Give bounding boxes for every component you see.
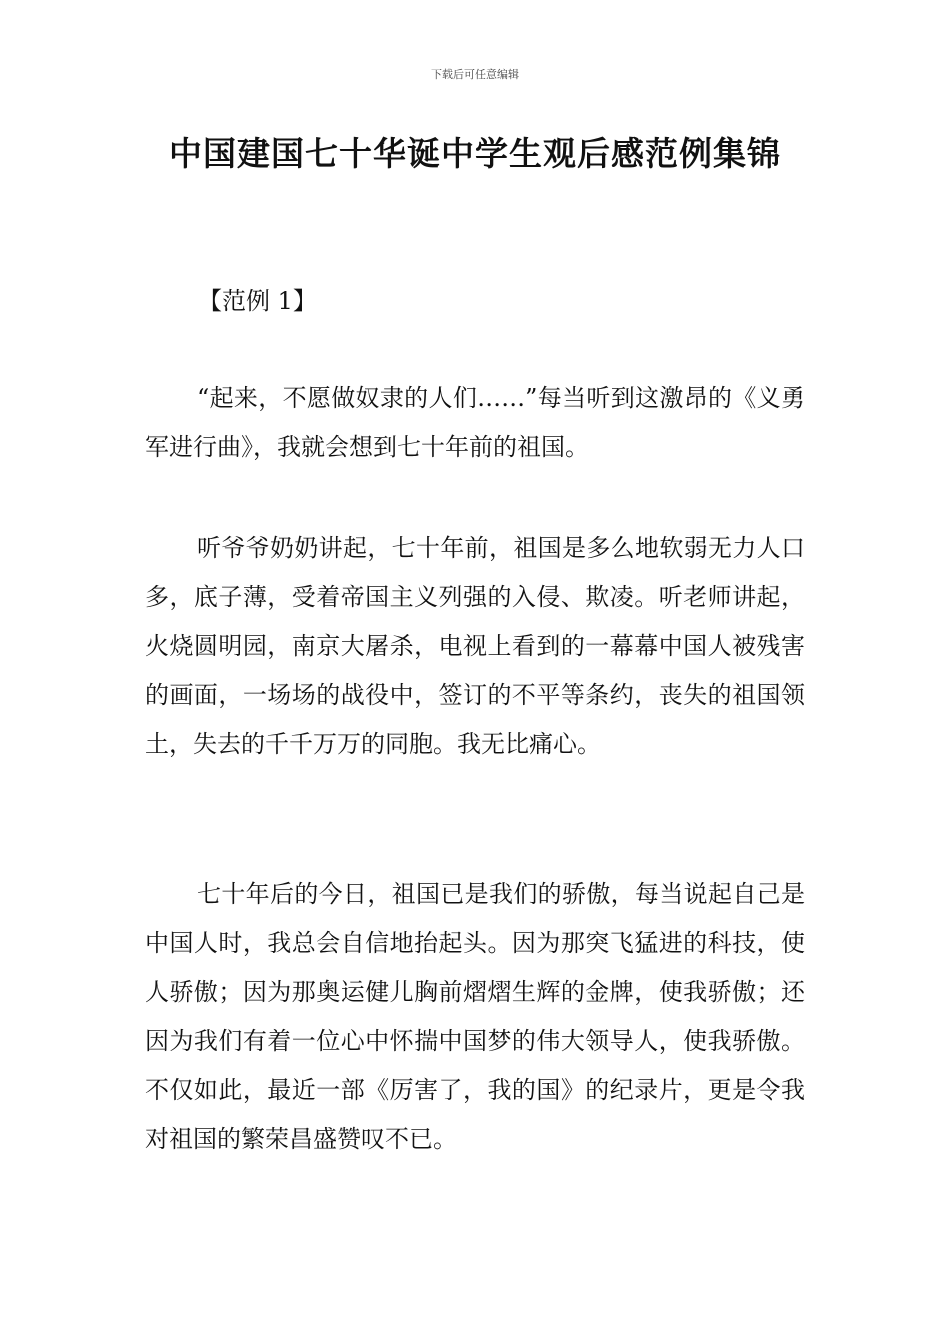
- paragraph-3: 七十年后的今日，祖国已是我们的骄傲，每当说起自己是中国人时，我总会自信地抬起头。因为那突飞猛进的科技，使人骄傲；因为那奥运健儿胸前熠熠生辉的金牌，使我骄傲；还因为我们有着一位心中怀揣中国梦的伟大领导人，使我骄傲。不仅如此，最近一部《厉害了，我的国》的纪录片，更是令我对祖国的繁荣昌盛赞叹不已。: [145, 880, 805, 1153]
- header-note: 下载后可任意编辑: [431, 68, 519, 81]
- paragraph-2: 听爷爷奶奶讲起，七十年前，祖国是多么地软弱无力人口多，底子薄，受着帝国主义列强的入侵、欺凌。听老师讲起，火烧圆明园，南京大屠杀，电视上看到的一幕幕中国人被残害的画面，一场场的战役中，签订的不平等条约，丧失的祖国领土，失去的千千万万的同胞。我无比痛心。: [145, 534, 805, 758]
- section-label: 【范例 1】: [198, 287, 317, 315]
- paragraph-1: “起来，不愿做奴隶的人们……”每当听到这激昂的《义勇军进行曲》，我就会想到七十年前的祖国。: [145, 384, 805, 461]
- page-title: 中国建国七十华诞中学生观后感范例集锦: [169, 134, 781, 173]
